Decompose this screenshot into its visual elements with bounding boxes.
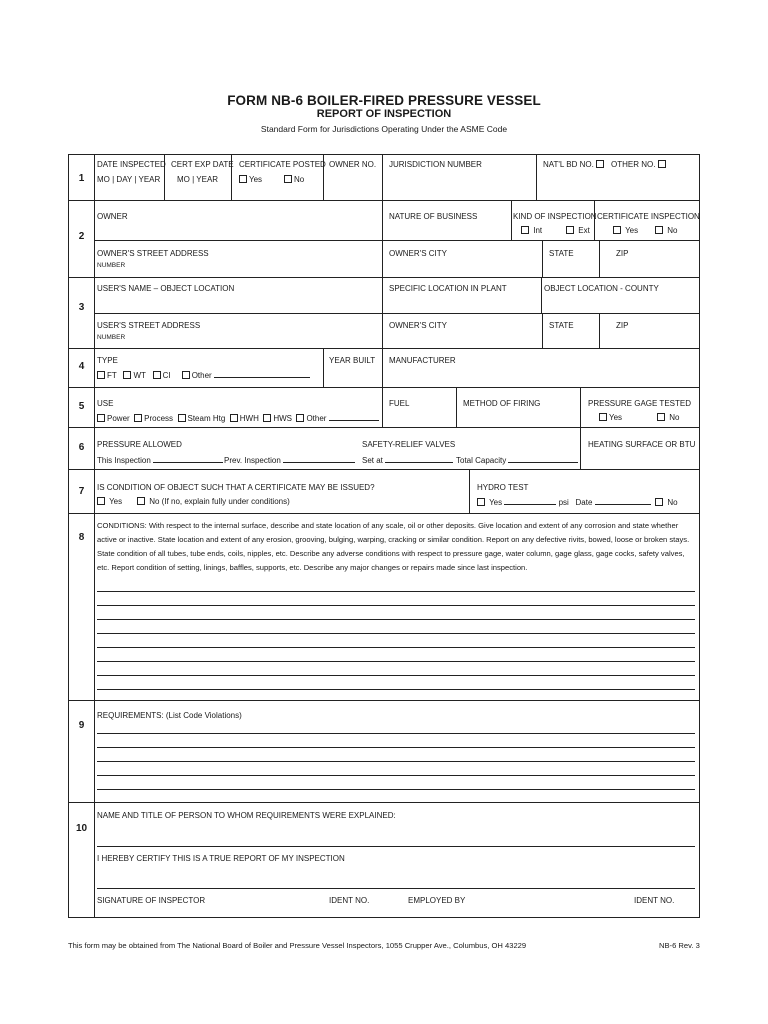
prev-inspection-field[interactable]: Prev. Inspection [224,455,355,466]
signature-label: SIGNATURE OF INSPECTOR [97,896,206,905]
user-zip-label: ZIP [616,321,629,330]
checkbox-icon [284,175,292,183]
row-number-6: 6 [78,442,85,453]
type-options[interactable]: FT WT CI Other [97,370,310,381]
cert-posted-no[interactable]: No [284,175,304,185]
type-label: TYPE [97,356,118,365]
kind-of-inspection-label: KIND OF INSPECTION [513,212,597,221]
owner-street-label: OWNER'S STREET ADDRESS [97,249,209,258]
method-of-firing-label: METHOD OF FIRING [463,399,541,408]
checkbox-icon [655,226,663,234]
manufacturer-label: MANUFACTURER [389,356,456,365]
checkbox-icon [97,497,105,505]
checkbox-icon [296,414,304,422]
row-number-9: 9 [78,720,85,731]
footer-obtain-note: This form may be obtained from The National Board of Boiler and Pressure Vessel Inspectors, 1055 Crupper Ave., Columbus, OH 43229 [68,941,527,950]
issue-yes[interactable]: Yes [97,497,122,507]
user-number-label: NUMBER [97,334,126,341]
heating-surface-label: HEATING SURFACE OR BTU [588,440,696,449]
conditions-instructions: CONDITIONS: With respect to the internal surface, describe and state location of any scale, oil or other deposits. Give location and extent of any corrosion and state whether active or inactive. State location and extent of any erosion, grooving, bulging, warping, cracking or similar condition. Report on any defective rivits, bowed, loose or broken stays. State condition of all tubes, tube ends, coils, nipples, etc. Describe any adverse conditions with respect to pressure gage, water column, gage glass, gage cocks, safety valves, etc. Report condition of setting, linings, baffles, supports, etc. Describe any major changes or repairs made since last inspection. [97,521,690,572]
jurisdiction-number-label: JURISDICTION NUMBER [389,160,482,169]
footer-revision: NB-6 Rev. 3 [659,941,700,950]
form-title: FORM NB-6 BOILER-FIRED PRESSURE VESSEL [227,93,541,108]
checkbox-icon [182,371,190,379]
nature-of-business-label: NATURE OF BUSINESS [389,212,478,221]
checkbox-icon [123,371,131,379]
cert-posted-yes[interactable]: Yes [239,175,262,185]
name-title-label: NAME AND TITLE OF PERSON TO WHOM REQUIREMENTS WERE EXPLAINED: [97,811,396,820]
row-number-2: 2 [78,231,85,242]
checkbox-icon [134,414,142,422]
owner-number-label: NUMBER [97,262,126,269]
row-number-8: 8 [78,532,85,543]
checkbox-icon [599,413,607,421]
checkbox-icon [477,498,485,506]
row-number-4: 4 [78,361,85,372]
ident-no-label-2: IDENT NO. [634,896,675,905]
form-subtitle: REPORT OF INSPECTION [316,108,452,120]
use-options[interactable]: Power Process Steam Htg HWH HWS Other [97,413,379,424]
set-at-field[interactable]: Set at [362,455,453,466]
row-number-5: 5 [78,401,85,412]
row-number-1: 1 [78,173,85,184]
pressure-allowed-label: PRESSURE ALLOWED [97,440,182,449]
safety-relief-label: SAFETY-RELIEF VALVES [362,440,456,449]
kind-int-option[interactable]: Int [521,226,542,236]
hydro-fields[interactable]: Yes psi Date No [477,497,678,508]
user-city-label: OWNER'S CITY [389,321,447,330]
specific-location-label: SPECIFIC LOCATION IN PLANT [389,284,507,293]
date-format-label: MO | DAY | YEAR [97,175,161,184]
gage-yes[interactable]: Yes [599,413,622,423]
user-state-label: STATE [549,321,574,330]
checkbox-icon [178,414,186,422]
pressure-gage-label: PRESSURE GAGE TESTED [588,399,691,408]
checkbox-icon [137,497,145,505]
total-capacity-field[interactable]: Total Capacity [456,455,578,466]
cert-exp-format-label: MO | YEAR [177,175,219,184]
user-street-label: USER'S STREET ADDRESS [97,321,201,330]
cert-exp-label: CERT EXP DATE [171,160,234,169]
issue-no[interactable]: No (If no, explain fully under conditions) [137,497,290,507]
year-built-label: YEAR BUILT [329,356,376,365]
owner-no-label: OWNER NO. [329,160,377,169]
owner-city-label: OWNER'S CITY [389,249,447,258]
requirements-label: REQUIREMENTS: (List Code Violations) [97,711,242,720]
checkbox-icon [613,226,621,234]
checkbox-icon [566,226,574,234]
owner-state-label: STATE [549,249,574,258]
checkbox-icon [596,160,604,168]
certificate-question-label: IS CONDITION OF OBJECT SUCH THAT A CERTIFICATE MAY BE ISSUED? [97,483,375,492]
object-county-label: OBJECT LOCATION - COUNTY [544,284,659,293]
use-label: USE [97,399,114,408]
certify-label: I HEREBY CERTIFY THIS IS A TRUE REPORT OF MY INSPECTION [97,854,345,863]
cert-posted-label: CERTIFICATE POSTED [239,160,326,169]
row-number-3: 3 [78,302,85,313]
hydro-test-label: HYDRO TEST [477,483,529,492]
checkbox-icon [657,413,665,421]
checkbox-icon [153,371,161,379]
employed-by-label: EMPLOYED BY [408,896,466,905]
other-no-label[interactable]: OTHER NO. [611,160,668,170]
owner-zip-label: ZIP [616,249,629,258]
kind-ext-option[interactable]: Ext [566,226,590,236]
cert-insp-yes[interactable]: Yes [613,226,638,236]
natl-bd-no-label[interactable]: NAT'L BD NO. [543,160,606,170]
gage-no[interactable]: No [657,413,679,423]
ident-no-label-1: IDENT NO. [329,896,370,905]
checkbox-icon [230,414,238,422]
checkbox-icon [521,226,529,234]
certificate-inspection-label: CERTIFICATE INSPECTION [597,212,700,221]
checkbox-icon [97,371,105,379]
this-inspection-field[interactable]: This Inspection [97,455,223,466]
checkbox-icon [97,414,105,422]
inspection-form [68,154,700,918]
users-name-label: USER'S NAME – OBJECT LOCATION [97,284,235,293]
fuel-label: FUEL [389,399,410,408]
form-standard-note: Standard Form for Jurisdictions Operating Under the ASME Code [260,124,508,134]
row-number-7: 7 [78,486,85,497]
checkbox-icon [658,160,666,168]
checkbox-icon [655,498,663,506]
checkbox-icon [263,414,271,422]
owner-label: OWNER [97,212,128,221]
date-inspected-label: DATE INSPECTED [97,160,166,169]
row-number-10: 10 [75,823,88,834]
checkbox-icon [239,175,247,183]
cert-insp-no[interactable]: No [655,226,677,236]
